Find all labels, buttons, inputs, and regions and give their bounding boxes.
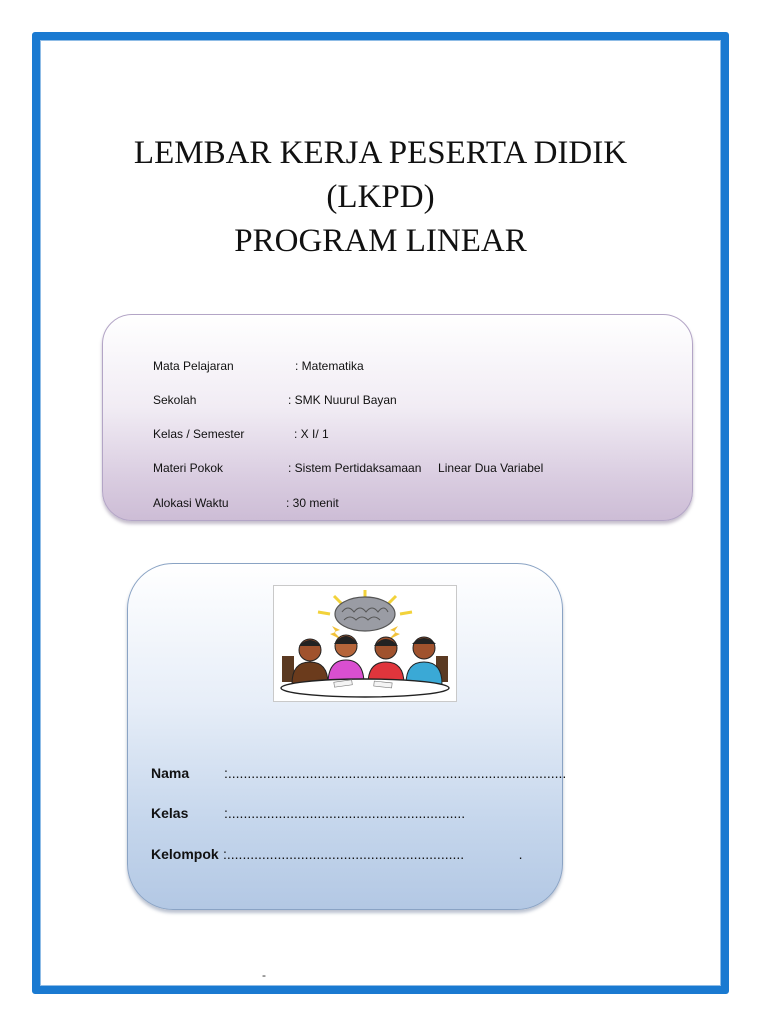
- info-label: Sekolah: [153, 393, 197, 407]
- field-label: Kelas: [151, 805, 189, 821]
- info-label: Mata Pelajaran: [153, 359, 234, 373]
- field-label: Kelompok: [151, 846, 219, 862]
- info-label: Alokasi Waktu: [153, 496, 229, 510]
- stray-mark: -: [262, 968, 266, 982]
- info-value: : Sistem Pertidaksamaan Linear Dua Variabel: [288, 461, 544, 475]
- class-blank: :.............................................................: [224, 805, 466, 821]
- title-line-2: (LKPD): [326, 179, 435, 215]
- info-value: : X I/ 1: [294, 427, 329, 441]
- subject-info-box: [102, 314, 693, 521]
- info-label: Materi Pokok: [153, 461, 224, 475]
- info-value: : 30 menit: [286, 496, 339, 510]
- group-blank: :............................................................. .: [223, 846, 523, 862]
- name-blank: :.......................................................................................: [224, 765, 567, 781]
- field-name: [151, 764, 567, 782]
- field-group: [151, 845, 523, 863]
- info-label: Kelas / Semester: [153, 427, 245, 441]
- title-line-3: PROGRAM LINEAR: [234, 223, 527, 259]
- brainstorm-group-icon: [273, 585, 457, 702]
- title-line-1: LEMBAR KERJA PESERTA DIDIK: [133, 135, 628, 171]
- field-label: Nama: [151, 765, 190, 781]
- info-value: : SMK Nuurul Bayan: [288, 393, 397, 407]
- field-class: [151, 804, 466, 822]
- info-value: : Matematika: [295, 359, 364, 373]
